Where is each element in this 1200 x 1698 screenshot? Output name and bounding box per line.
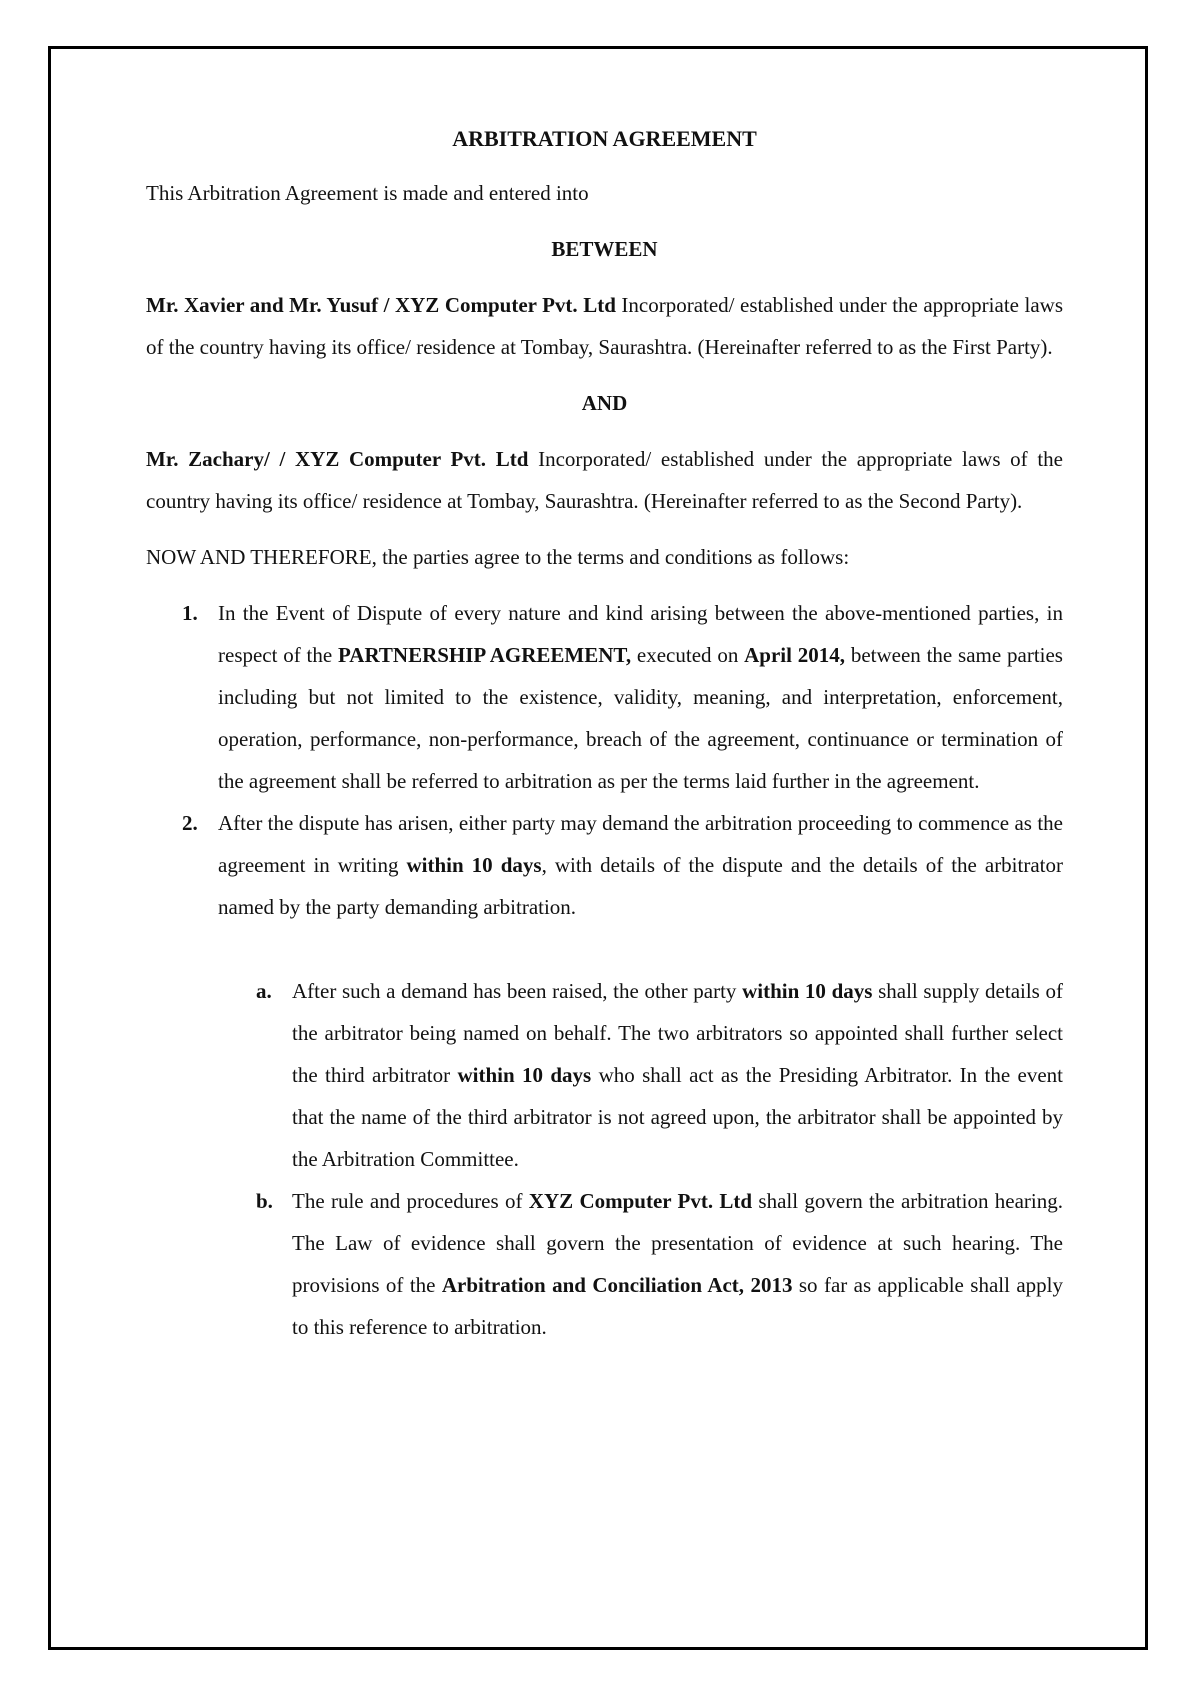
first-party-details: Incorporated/ established under the appropriate laws of the country having its office/ residence at Tombay, Saurashtra. (Hereinafter referred to as the First Party). xyxy=(146,293,1063,359)
clause-bold-text: PARTNERSHIP AGREEMENT, xyxy=(338,643,632,667)
subclause-text: so far as applicable shall apply to this reference to arbitration. xyxy=(292,1273,1064,1339)
subclause-bold-text: XYZ Computer Pvt. Ltd xyxy=(528,1189,753,1213)
subclause-letter: b. xyxy=(256,1189,273,1213)
between-heading: BETWEEN xyxy=(551,237,658,261)
subclause-text: shall govern the arbitration hearing. The Law of evidence shall govern the presentation of evidence at such hearing. The provisions of the xyxy=(292,1189,1063,1297)
first-party-paragraph xyxy=(146,284,1063,368)
clause-number: 1. xyxy=(182,601,198,625)
spacer xyxy=(146,928,1063,970)
first-party-name: Mr. Xavier and Mr. Yusuf / XYZ Computer Pvt. Ltd xyxy=(146,293,616,317)
clause-1 xyxy=(146,592,1063,802)
subclause-bold-text: within 10 days xyxy=(457,1063,592,1087)
subclause-bold-text: Arbitration and Conciliation Act, 2013 xyxy=(441,1273,793,1297)
subclause-text: who shall act as the Presiding Arbitrator. In the event that the name of the third arbitrator is not agreed upon, the arbitrator shall be appointed by the Arbitration Committee. xyxy=(292,1063,1063,1171)
second-party-name: Mr. Zachary/ / XYZ Computer Pvt. Ltd xyxy=(146,447,529,471)
intro-text: This Arbitration Agreement is made and entered into xyxy=(146,181,589,205)
second-party-details: Incorporated/ established under the appropriate laws of the country having its office/ residence at Tombay, Saurashtra. (Hereinafter referred to as the Second Party). xyxy=(146,447,1063,513)
clause-text: , with details of the dispute and the details of the arbitrator named by the party demanding arbitration. xyxy=(218,853,1063,919)
subclause-letter: a. xyxy=(256,979,272,1003)
document-body xyxy=(146,118,1063,1348)
now-therefore-text: NOW AND THEREFORE, the parties agree to the terms and conditions as follows: xyxy=(146,545,850,569)
clause-2 xyxy=(146,802,1063,928)
clause-bold-text: within 10 days xyxy=(406,853,542,877)
clause-text: In the Event of Dispute of every nature and kind arising between the above-mentioned parties, in respect of the xyxy=(218,601,1063,667)
subclause-text: shall supply details of the arbitrator being named on behalf. The two arbitrators so appointed shall further select the third arbitrator xyxy=(292,979,1063,1087)
subclause-a xyxy=(146,970,1063,1180)
subclause-text: After such a demand has been raised, the other party xyxy=(292,979,743,1003)
second-party-paragraph xyxy=(146,438,1063,522)
clause-text: executed on xyxy=(631,643,745,667)
clause-number: 2. xyxy=(182,811,198,835)
subclause-text: The rule and procedures of xyxy=(292,1189,529,1213)
and-heading: AND xyxy=(581,391,628,415)
clause-text: After the dispute has arisen, either party may demand the arbitration proceeding to commence as the agreement in writing xyxy=(218,811,1063,877)
subclause-b xyxy=(146,1180,1063,1348)
clause-text: between the same parties including but not limited to the existence, validity, meaning, and interpretation, enforcement, operation, performance, non-performance, breach of the agreement, continuance or termination of the agreement shall be referred to arbitration as per the terms laid further in the agreement. xyxy=(218,643,1063,793)
clause-bold-text: April 2014, xyxy=(744,643,846,667)
document-title: ARBITRATION AGREEMENT xyxy=(452,126,757,151)
subclause-bold-text: within 10 days xyxy=(742,979,873,1003)
